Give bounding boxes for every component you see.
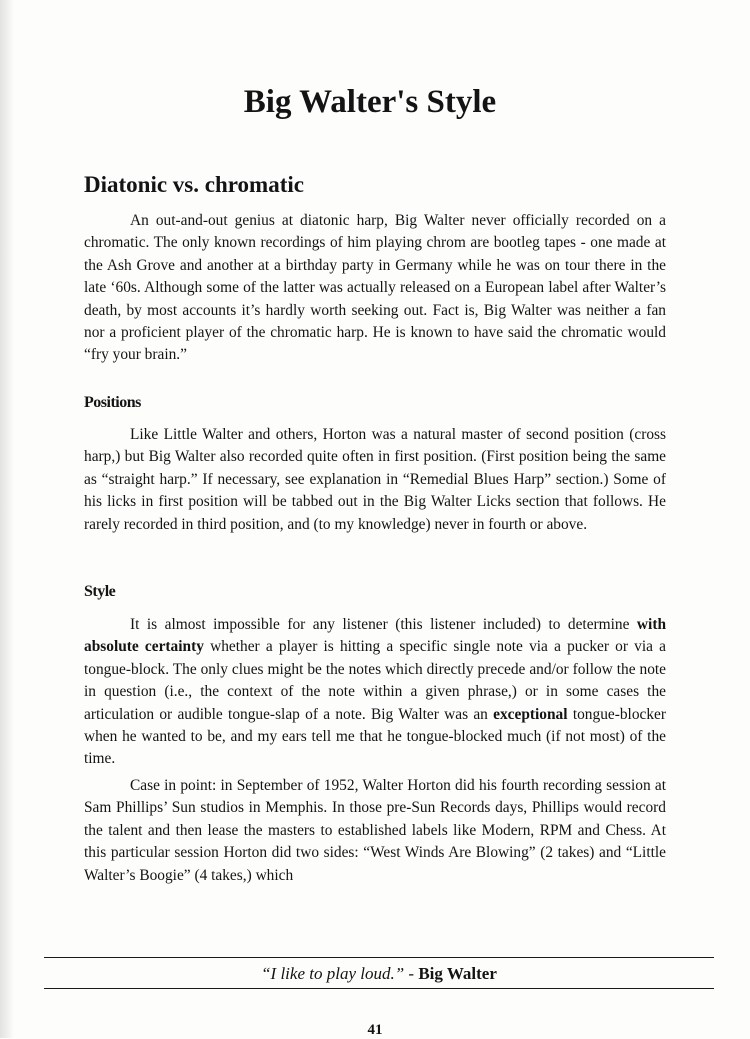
footer-rule-bottom (44, 988, 714, 989)
section-heading-style: Style (84, 583, 116, 600)
section-heading-positions: Positions (84, 394, 141, 411)
text-run: whether a player is hitting a specific single note via a pucker or via a tongue-block. The only clues might be the notes which directly precede and/or follow the note in question (i.e., the context of the note within a given phrase,) or in some cases the articulation or audible tongue-slap of a note. Big Walter was an (84, 638, 666, 723)
page-number: 41 (367, 1022, 383, 1038)
bold-phrase-exceptional: exceptional (493, 705, 568, 723)
quote-separator: - (404, 964, 419, 983)
page-title: Big Walter's Style (243, 84, 497, 120)
footer-quote (44, 964, 714, 984)
footer-rule-top (44, 957, 714, 958)
page-edge-shadow (0, 0, 14, 1038)
section-heading-diatonic: Diatonic vs. chromatic (84, 172, 304, 197)
text-run: tongue-blocker when he wanted to be, and my ears tell me that he tongue-blocked much (if not most) of the time. (84, 705, 666, 768)
paragraph-diatonic: An out-and-out genius at diatonic harp, Big Walter never officially recorded on a chromatic. The only known recordings of him playing chrom are bootleg tapes - one made at the Ash Grove and another at a birthday party in Germany while he was on tour there in the late ‘60s. Although some of the latter was actually released on a European label after Walter’s death, by most accounts it’s hardly worth seeking out. Fact is, Big Walter was neither a fan nor a proficient player of the chromatic harp. He is known to have said the chromatic would “fry your brain.” (84, 212, 666, 364)
paragraph-style-2: Case in point: in September of 1952, Walter Horton did his fourth recording session at Sam Phillips’ Sun studios in Memphis. In those pre-Sun Records days, Phillips would record the talent and then lease the masters to established labels like Modern, RPM and Chess. At this particular session Horton did two sides: “West Winds Are Blowing” (2 takes) and “Little Walter’s Boogie” (4 takes,) which (84, 777, 666, 884)
paragraph-style-1 (84, 614, 666, 771)
quote-text: “I like to play loud.” (261, 964, 405, 983)
quote-attribution: Big Walter (418, 964, 497, 983)
bold-phrase-certainty: with absolute certainty (84, 616, 666, 656)
text-run: It is almost impossible for any listener (this listener included) to determine (130, 616, 637, 633)
paragraph-positions: Like Little Walter and others, Horton was a natural master of second position (cross harp,) but Big Walter also recorded quite often in first position. (First position being the same as “straight harp.” If necessary, see explanation in “Remedial Blues Harp” section.) Some of his licks in first position will be tabbed out in the Big Walter Licks section that follows. He rarely recorded in third position, and (to my knowledge) never in fourth or above. (84, 426, 666, 533)
